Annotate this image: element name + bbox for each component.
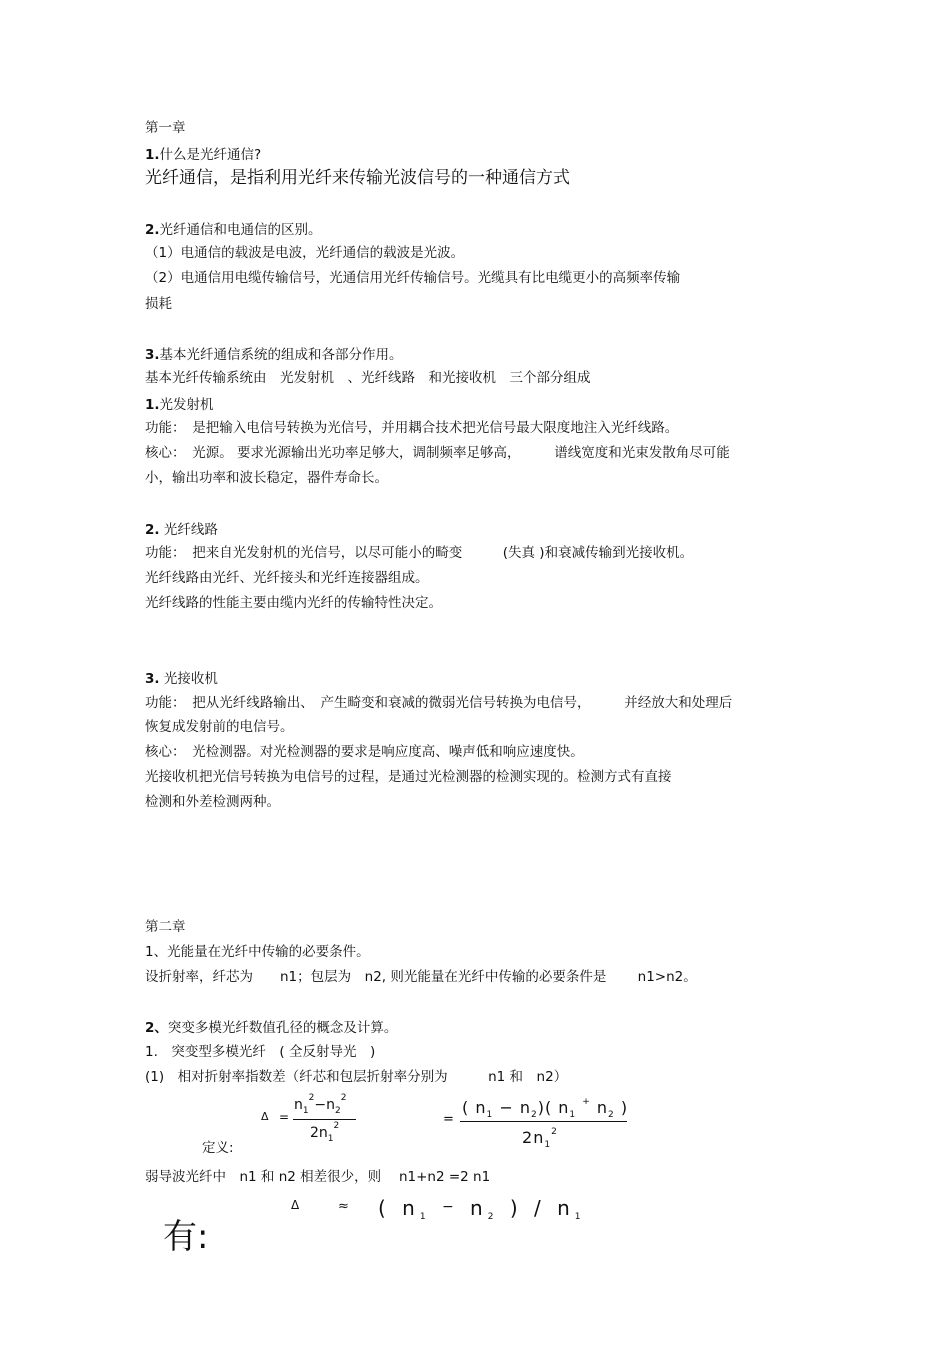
- q3-number: 3.: [145, 347, 160, 363]
- you-label: 有:: [163, 1217, 209, 1257]
- formula1-fraction-bar: [293, 1119, 356, 1120]
- delta-symbol-1: Δ: [261, 1110, 269, 1123]
- transmitter-title-text: 光发射机: [159, 397, 214, 413]
- fiber-line-number: 2.: [145, 522, 160, 538]
- q2-number: 2.: [145, 222, 160, 238]
- formula2-expression: ( $n_1$ − $n_2$ ) / $n_1$: [378, 1196, 586, 1222]
- fiber-line-title: [145, 521, 218, 539]
- transmitter-title: [145, 396, 214, 414]
- ch2-q2-text: 突变多模光纤数值孔径的概念及计算。: [167, 1020, 398, 1036]
- q2-text: 光纤通信和电通信的区别。: [159, 222, 322, 238]
- q2-point-1: （1）电通信的载波是电波，光纤通信的载波是光波。: [145, 245, 465, 261]
- ch2-q1-condition: 设折射率，纤芯为 n1；包层为 n2, 则光能量在光纤中传输的必要条件是 n1>n2。: [145, 969, 697, 985]
- transmitter-core: 核心： 光源。 要求光源输出光功率足够大，调制频率足够高， 谱线宽度和光束发散角尽可能: [145, 445, 730, 461]
- ch2-q1-text: 光能量在光纤中传输的必要条件。: [167, 944, 370, 960]
- approx-sign: ≈: [338, 1199, 349, 1214]
- ch2-step-1: 1. 突变型多模光纤 ( 全反射导光 ): [145, 1044, 376, 1060]
- delta-symbol-2: Δ: [291, 1198, 300, 1212]
- receiver-title: [145, 670, 218, 688]
- q2-point-2-cont: 损耗: [145, 296, 172, 312]
- formula1-factored-denominator: $2n_1^2$: [522, 1127, 558, 1150]
- q1-title: [145, 146, 261, 164]
- weak-guidance-line: 弱导波光纤中 n1 和 n2 相差很少，则 n1+n2 =2 n1: [145, 1169, 491, 1185]
- q2-point-2: （2）电通信用电缆传输信号，光通信用光纤传输信号。光缆具有比电缆更小的高频率传输: [145, 270, 681, 286]
- formula1-factored-bar: [460, 1121, 627, 1122]
- q1-answer: 光纤通信，是指利用光纤来传输光波信号的一种通信方式: [145, 168, 570, 188]
- q2-title: [145, 221, 322, 239]
- ch2-relative-index-diff: (1) 相对折射率指数差（纤芯和包层折射率分别为 n1 和 n2）: [145, 1069, 568, 1085]
- chapter1-heading: 第一章: [145, 120, 186, 136]
- receiver-core: 核心： 光检测器。对光检测器的要求是响应度高、噪声低和响应速度快。: [145, 744, 584, 760]
- q3-title: [145, 346, 403, 364]
- definition-label: 定义:: [202, 1140, 234, 1156]
- q1-text: 什么是光纤通信?: [159, 147, 262, 163]
- q3-intro: 基本光纤传输系统由 光发射机 、光纤线路 和光接收机 三个部分组成: [145, 370, 591, 386]
- formula1-factored-numerator: ( $n_1 - n_2$)( $n_1$ + $n_2$ ): [462, 1097, 629, 1120]
- receiver-number: 3.: [145, 671, 160, 687]
- receiver-function-cont: 恢复成发射前的电信号。: [145, 719, 294, 735]
- q3-text: 基本光纤通信系统的组成和各部分作用。: [159, 347, 403, 363]
- ch2-q1-number: 1、: [145, 944, 168, 960]
- receiver-process-cont: 检测和外差检测两种。: [145, 794, 280, 810]
- transmitter-function: 功能： 是把输入电信号转换为光信号，并用耦合技术把光信号最大限度地注入光纤线路。: [145, 420, 679, 436]
- fiber-line-performance: 光纤线路的性能主要由缆内光纤的传输特性决定。: [145, 595, 442, 611]
- ch2-q2-number: 2、: [145, 1020, 168, 1036]
- ch2-q2-title: [145, 1019, 397, 1037]
- formula1-numerator: $n_1^2-n_2^2$: [294, 1093, 347, 1116]
- equals-sign-2: =: [443, 1112, 454, 1127]
- receiver-process: 光接收机把光信号转换为电信号的过程，是通过光检测器的检测实现的。检测方式有直接: [145, 769, 672, 785]
- q1-number: 1.: [145, 147, 160, 163]
- fiber-line-composition: 光纤线路由光纤、光纤接头和光纤连接器组成。: [145, 570, 429, 586]
- fiber-line-title-text: 光纤线路: [159, 522, 218, 538]
- transmitter-core-cont: 小，输出功率和波长稳定，器件寿命长。: [145, 470, 388, 486]
- chapter2-heading: 第二章: [145, 919, 186, 935]
- fiber-line-function: 功能： 把来自光发射机的光信号，以尽可能小的畸变 (失真 )和衰减传输到光接收机。: [145, 545, 694, 561]
- receiver-title-text: 光接收机: [159, 671, 218, 687]
- ch2-q1-title: [145, 943, 370, 961]
- receiver-function: 功能： 把从光纤线路输出、 产生畸变和衰减的微弱光信号转换为电信号， 并经放大和处理后: [145, 695, 733, 711]
- transmitter-number: 1.: [145, 397, 160, 413]
- formula1-denominator: $2n_1^2$: [310, 1121, 340, 1144]
- equals-sign-1: =: [279, 1110, 290, 1124]
